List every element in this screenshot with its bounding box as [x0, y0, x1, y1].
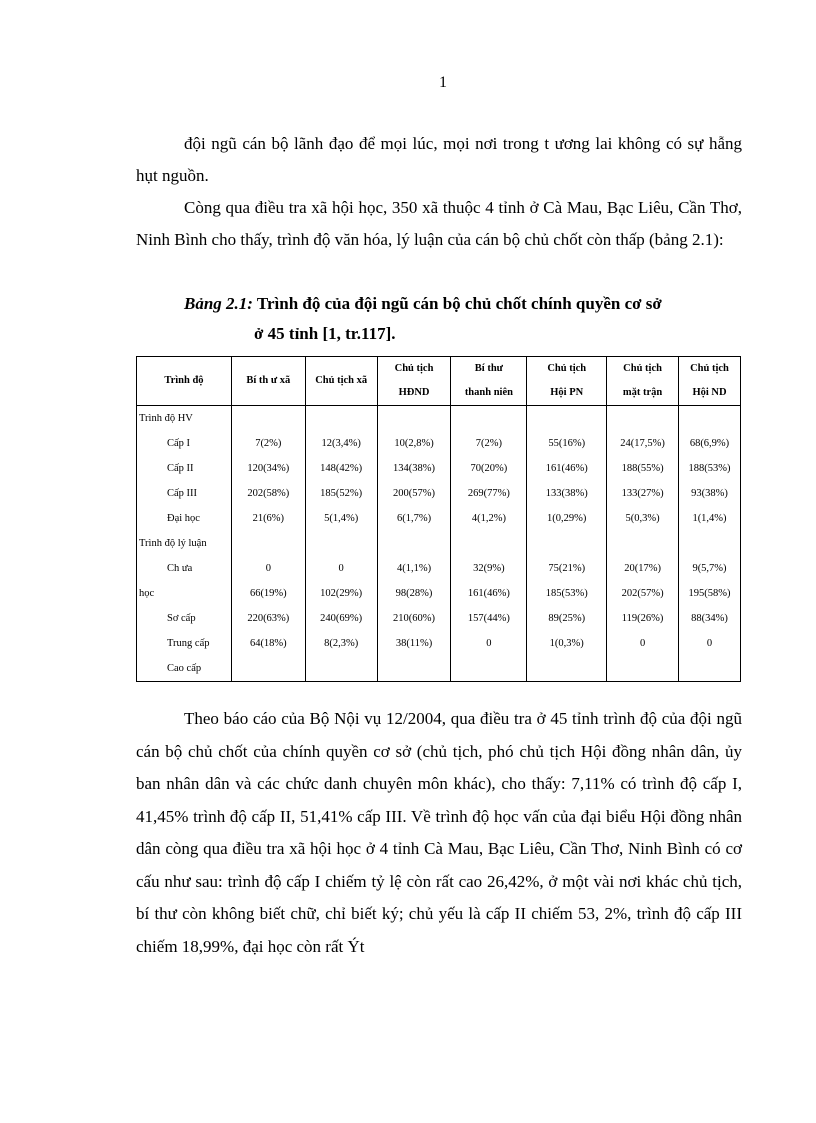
table-cell: 10(2,8%): [377, 431, 451, 456]
table-cell: [231, 531, 305, 556]
table-header-row: [137, 357, 741, 406]
table-cell: 0: [305, 556, 377, 581]
table-cell: 120(34%): [231, 456, 305, 481]
table-cell: [451, 656, 527, 682]
table-cell: 220(63%): [231, 606, 305, 631]
table-cell: [679, 531, 741, 556]
table-cell: 8(2,3%): [305, 631, 377, 656]
table-cell: 200(57%): [377, 481, 451, 506]
table-cell: [377, 531, 451, 556]
row-label: Đại học: [137, 506, 232, 531]
table-cell: 55(16%): [527, 431, 607, 456]
table-cell: [377, 656, 451, 682]
table-cell: 202(58%): [231, 481, 305, 506]
table-cell: 89(25%): [527, 606, 607, 631]
table-cell: 185(52%): [305, 481, 377, 506]
table-cell: 1(0,29%): [527, 506, 607, 531]
paragraph-1-text: đội ngũ cán bộ lãnh đạo để mọi lúc, mọi nơi trong t ương lai không có sự hẫng hụt nguồn.: [136, 134, 742, 185]
table-row: [137, 456, 741, 481]
header-line: mặt trận: [622, 387, 663, 398]
table-caption: [184, 289, 744, 349]
header-chu-tich-hdnd: [377, 357, 451, 406]
table-cell: [305, 531, 377, 556]
header-bi-thu-xa: Bí th ư xã: [231, 357, 305, 406]
table-cell: 161(46%): [527, 456, 607, 481]
table-cell: 185(53%): [527, 581, 607, 606]
row-label: Ch ưa: [137, 556, 232, 581]
table-row: [137, 406, 741, 432]
table-cell: 157(44%): [451, 606, 527, 631]
row-label: Cấp I: [137, 431, 232, 456]
table-row: [137, 431, 741, 456]
table-cell: [679, 656, 741, 682]
row-label: Trình độ HV: [137, 406, 232, 432]
header-chu-tich-hoi-nd: [679, 357, 741, 406]
table-cell: 7(2%): [451, 431, 527, 456]
header-line: Bí thư: [474, 363, 503, 374]
table-cell: 98(28%): [377, 581, 451, 606]
table-row: [137, 581, 741, 606]
table-cell: 93(38%): [679, 481, 741, 506]
table-cell: 188(53%): [679, 456, 741, 481]
table-cell: [231, 406, 305, 432]
table-row: [137, 556, 741, 581]
table-cell: 7(2%): [231, 431, 305, 456]
table-cell: [377, 406, 451, 432]
table-cell: [607, 656, 679, 682]
table-cell: 66(19%): [231, 581, 305, 606]
table-cell: 20(17%): [607, 556, 679, 581]
table-cell: 0: [451, 631, 527, 656]
table-cell: [305, 656, 377, 682]
page-number: 1: [439, 74, 447, 91]
data-table: [136, 356, 741, 682]
table-cell: 21(6%): [231, 506, 305, 531]
header-line: Chủ tịch: [623, 363, 662, 374]
header-chu-tich-mat-tran: [607, 357, 679, 406]
table-cell: 4(1,1%): [377, 556, 451, 581]
table-cell: [679, 406, 741, 432]
table-row: [137, 606, 741, 631]
table-cell: 119(26%): [607, 606, 679, 631]
header-line: Chủ tịch: [690, 363, 729, 374]
table-cell: [527, 656, 607, 682]
table-cell: 64(18%): [231, 631, 305, 656]
table-row: [137, 481, 741, 506]
table-cell: [231, 656, 305, 682]
table-cell: 133(38%): [527, 481, 607, 506]
table-cell: 24(17,5%): [607, 431, 679, 456]
table-row: [137, 531, 741, 556]
table-row: [137, 631, 741, 656]
table-cell: 75(21%): [527, 556, 607, 581]
table-cell: 38(11%): [377, 631, 451, 656]
table-cell: 88(34%): [679, 606, 741, 631]
table-cell: 6(1,7%): [377, 506, 451, 531]
header-line: Hội PN: [550, 387, 584, 398]
table-caption-line1: Trình độ của đội ngũ cán bộ chủ chốt chính quyền cơ sở: [256, 294, 662, 313]
table-row: [137, 656, 741, 682]
table-row: [137, 506, 741, 531]
row-label: học: [137, 581, 232, 606]
table-cell: [305, 406, 377, 432]
paragraph-1: [136, 128, 742, 192]
header-chu-tich-hoi-pn: [527, 357, 607, 406]
table-cell: 0: [607, 631, 679, 656]
table-cell: 1(1,4%): [679, 506, 741, 531]
table-cell: 0: [679, 631, 741, 656]
paragraph-3: [136, 703, 742, 963]
table-cell: 12(3,4%): [305, 431, 377, 456]
row-label: Cấp II: [137, 456, 232, 481]
header-line: HĐND: [398, 387, 430, 398]
table-cell: 133(27%): [607, 481, 679, 506]
row-label: Sơ cấp: [137, 606, 232, 631]
row-label: Cao cấp: [137, 656, 232, 682]
table-cell: [451, 531, 527, 556]
paragraph-3-text: Theo báo cáo của Bộ Nội vụ 12/2004, qua điều tra ở 45 tỉnh trình độ của đội ngũ cán bộ chủ chốt của chính quyền cơ sở (chủ tịch, phó chủ tịch Hội đồng nhân dân, ủy ban nhân dân và các chức danh chuyên môn khác), cho thấy: 7,11% có trình độ cấp I, 41,45% trình độ cấp II, 51,41% cấp III. Về trình độ học vấn của đại biểu Hội đồng nhân dân còng qua điều tra xã hội học ở 4 tỉnh Cà Mau, Bạc Liêu, Cần Thơ, Ninh Bình có cơ cấu như sau: trình độ cấp I chiếm tỷ lệ còn rất cao 26,42%, ở một vài nơi khác chủ tịch, bí thư còn không biết chữ, chỉ biết ký; chủ yếu là cấp II chiếm 53, 2%, trình độ cấp III chiếm 18,99%, đại học còn rất Ýt: [136, 709, 742, 956]
header-line: Chủ tịch: [394, 363, 434, 374]
table-cell: 0: [231, 556, 305, 581]
table-cell: [527, 531, 607, 556]
table-cell: 68(6,9%): [679, 431, 741, 456]
table-cell: 210(60%): [377, 606, 451, 631]
header-chu-tich-xa: Chủ tịch xã: [305, 357, 377, 406]
table-cell: 240(69%): [305, 606, 377, 631]
table-cell: [527, 406, 607, 432]
paragraph-2: [136, 192, 742, 256]
table-cell: [607, 531, 679, 556]
header-line: thanh niên: [464, 387, 513, 398]
table-cell: 202(57%): [607, 581, 679, 606]
table-cell: 5(1,4%): [305, 506, 377, 531]
table-caption-line2: ở 45 tỉnh [1, tr.117].: [254, 324, 396, 343]
table-cell: 195(58%): [679, 581, 741, 606]
table-cell: [607, 406, 679, 432]
table-cell: 102(29%): [305, 581, 377, 606]
row-label: Cấp III: [137, 481, 232, 506]
table-cell: 188(55%): [607, 456, 679, 481]
header-bi-thu-thanh-nien: [451, 357, 527, 406]
row-label: Trung cấp: [137, 631, 232, 656]
table-cell: [451, 406, 527, 432]
table-body: [137, 406, 741, 682]
header-line: Hội ND: [692, 387, 727, 398]
table-caption-label: Bảng 2.1:: [184, 294, 253, 313]
row-label: Trình độ lý luận: [137, 531, 232, 556]
header-trinh-do: Trình độ: [137, 357, 232, 406]
table-cell: 134(38%): [377, 456, 451, 481]
table-cell: 148(42%): [305, 456, 377, 481]
paragraph-2-text: Còng qua điều tra xã hội học, 350 xã thuộc 4 tỉnh ở Cà Mau, Bạc Liêu, Cần Thơ, Ninh Bình cho thấy, trình độ văn hóa, lý luận của cán bộ chủ chốt còn thấp (bảng 2.1):: [136, 198, 742, 249]
table-cell: 9(5,7%): [679, 556, 741, 581]
table-cell: 1(0,3%): [527, 631, 607, 656]
table-cell: 5(0,3%): [607, 506, 679, 531]
table-cell: 70(20%): [451, 456, 527, 481]
table-cell: 32(9%): [451, 556, 527, 581]
table-cell: 161(46%): [451, 581, 527, 606]
table-cell: 269(77%): [451, 481, 527, 506]
header-line: Chủ tịch: [547, 363, 587, 374]
table-cell: 4(1,2%): [451, 506, 527, 531]
